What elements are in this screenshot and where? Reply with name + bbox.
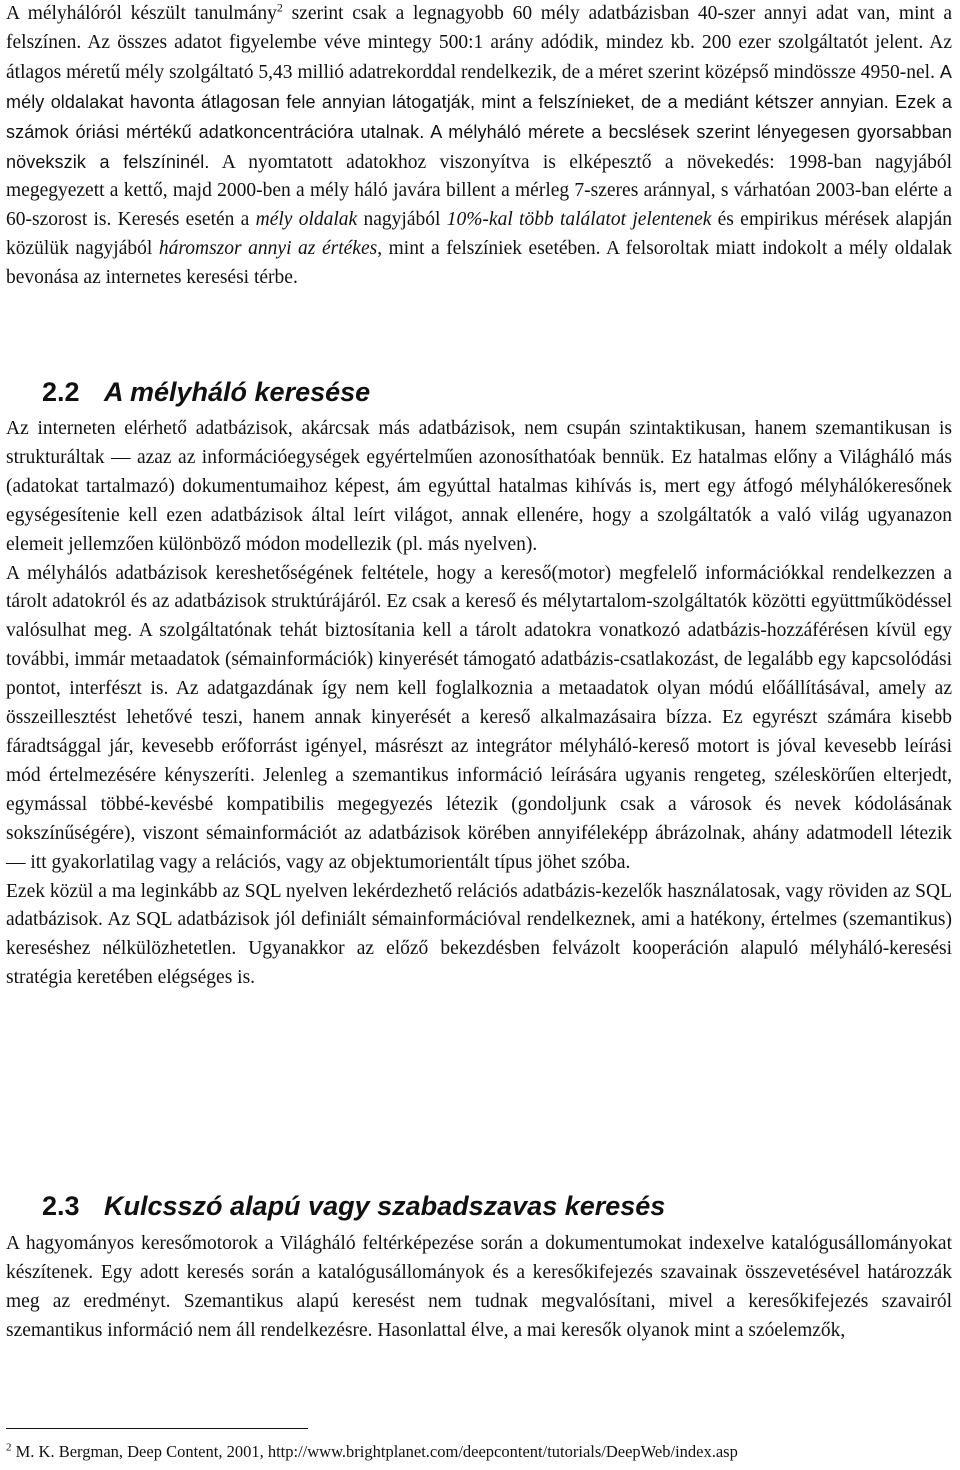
section-2-2-body	[6, 415, 952, 993]
italic-text: háromszor annyi az értékes	[158, 238, 378, 260]
section-number: 2.3	[42, 1191, 80, 1221]
section-number: 2.2	[42, 377, 80, 407]
footnote-reference: 2	[276, 0, 283, 15]
paragraph: A mélyhálós adatbázisok kereshetőségének feltétele, hogy a kereső(motor) megfelelő információkkal rendelkezzen a tárolt adatokról és az adatbázisok struktúrájáról. Ez csak a kereső és mélytartalom-szolgáltatók közötti együttműködéssel valósulhat meg. A szolgáltatónak tehát biztosítania kell a tárolt adatokra vonatkozó adatbázis-hozzáférésen kívül egy további, immár metaadatok (sémainformációk) kinyerését támogató adatbázis-csatlakozást, de legalább egy kapcsolódási pontot, interfészt is. Az adatgazdának így nem kell foglalkoznia a metaadatok olyan módú előállításával, amely az összeillesztést lehetővé teszi, hanem annak kinyerését a kereső alkalmazásaira bízza. Ez egyrészt számára kisebb fáradtsággal jár, kevesebb erőforrást igényel, másrészt az integrátor mélyháló-kereső motort is jóval kevesebb leírási mód értelmezésére kényszeríti. Jelenleg a szemantikus információ leírására ugyanis rengeteg, széleskörűen elterjedt, egymással többé-kevésbé kompatibilis megegyezés létezik (gondoljunk csak a városok és nevek kódolásának sokszínűségére), viszont sémainformációt az adatbázisok körében annyiféleképp ábrázolnak, ahány adatmodell létezik — itt gyakorlatilag vagy a relációs, vagy az objektumorientált típus jöhet szóba.	[6, 562, 952, 873]
footnote	[6, 1442, 738, 1462]
footnote-text: M. K. Bergman, Deep Content, 2001, http://www.brightplanet.com/deepcontent/tutorials/DeepWeb/index.asp	[11, 1442, 738, 1461]
paragraph: Ezek közül a ma leginkább az SQL nyelven lekérdezhető relációs adatbázis-kezelők használatosak, vagy röviden az SQL adatbázisok. Az SQL adatbázisok jól definiált sémainformációval rendelkeznek, ami a hatékony, értelmes (szemantikus) kereséshez nélkülözhetetlen. Ugyanakkor az előző bekezdésben felvázolt kooperáción alapuló mélyháló-keresési stratégia keretében elégséges is.	[6, 880, 952, 989]
section-title: Kulcsszó alapú vagy szabadszavas keresés	[104, 1191, 666, 1221]
text-segment-sans: A mély oldalakat havonta átlagosan fele annyian látogatják, mint a felszínieket, de a mediánt kétszer annyian. Ezek a számok óriási mértékű adatkoncentrációra utalnak. A mélyháló mérete a becslések szerint lényegesen gyorsabban növekszik a felszíninél.	[6, 61, 952, 172]
footnote-divider	[6, 1428, 308, 1429]
section-heading-2-2	[6, 376, 370, 408]
paragraph-deep-web-stats	[6, 0, 952, 293]
text-segment: szerint csak a legnagyobb 60 mély adatbázisban 40-szer annyi adat van, mint a felszínen. Az összes adatot figyelembe véve mintegy 500:1 arány adódik, mindez kb. 200 ezer szolgáltatót jelent. Az átlagos méretű mély szolgáltató 5,43 millió adatrekorddal rendelkezik, de a méret szerint középső mindössze 4950-nel.	[6, 3, 953, 83]
section-title: A mélyháló keresése	[104, 377, 371, 407]
italic-text: 10%-kal több találatot jelentenek	[446, 209, 712, 231]
italic-text: mély oldalak	[255, 209, 358, 231]
paragraph: Az interneten elérhető adatbázisok, akárcsak más adatbázisok, nem csupán szintaktikusan, hanem szemantikusan is strukturáltak — azaz az információegységek egyértelműen azonosíthatóak bennük. Ez hatalmas előny a Világháló más (adatokat tartalmazó) dokumentumaihoz képest, ám egyúttal hatalmas kihívás is, mert egy átfogó mélyhálókeresőnek egységesítenie kell ezen adatbázisok által leírt világot, annak ellenére, hogy a szolgáltatók a való világ ugyanazon elemeit jellemzően különböző módon modellezik (pl. más nyelven).	[6, 418, 952, 555]
paragraph: A hagyományos keresőmotorok a Világháló feltérképezése során a dokumentumokat indexelve katalógusállományokat készítenek. Egy adott keresés során a katalógusállományok és a keresőkifejezés szavainak összevetésével határozzák meg az eredményt. Szemantikus alapú keresést nem tudnak megvalósítani, mivel a keresőkifejezés szavairól szemantikus információ nem áll rendelkezésre. Hasonlattal élve, a mai keresők olyanok mint a szóelemzők,	[6, 1233, 952, 1341]
text-segment: A mélyhálóról készült tanulmány	[6, 3, 277, 24]
footnote-mark: 2	[6, 1441, 12, 1454]
text-segment: , mint a felszíniek esetében. A felsoroltak miatt indokolt a mély oldalak bevonása az internetes keresési térbe.	[6, 238, 953, 289]
text-segment: A nyomtatott adatokhoz viszonyítva is elképesztő a növekedés: 1998-ban nagyjából megegyezett a kettő, majd 2000-ben a mély háló javára billent a mérleg 7-szeres aránnyal, s várhatóan 2003-ban elérte a 60-szorost is. Keresés esetén a	[6, 151, 952, 231]
section-heading-2-3	[6, 1190, 665, 1222]
text-segment: nagyjából	[357, 209, 447, 231]
text-segment: és empirikus mérések alapján közülük nagyjából	[6, 209, 952, 260]
